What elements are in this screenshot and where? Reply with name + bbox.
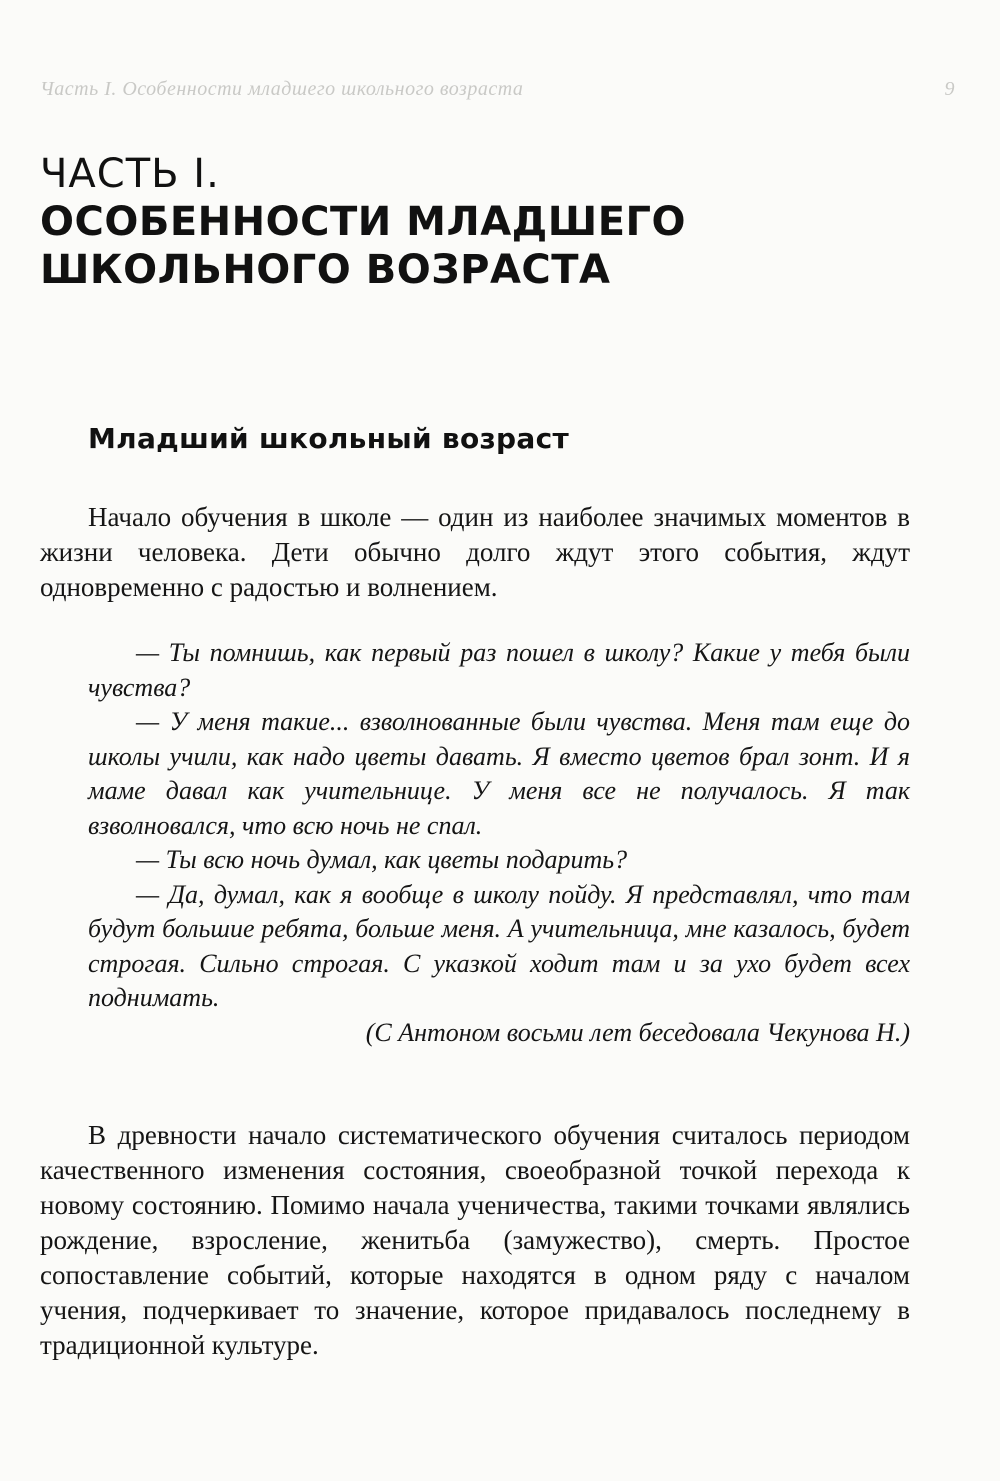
page-number: 9 — [944, 78, 955, 100]
part-title-line-1: ОСОБЕННОСТИ МЛАДШЕГО — [40, 199, 687, 245]
paragraph-history: В древности начало систематического обучения считалось периодом качественного изменения состояния, своеобразной точкой перехода к новому состоянию. Помимо начала ученичества, такими точками являлись рождение, взросление, женитьба (замужество), смерть. Простое сопоставление событий, которые находятся в одном ряду с началом учения, подчеркивает то значение, которое придавалось последнему в традиционной культуре. — [40, 1120, 910, 1360]
section-heading: Младший школьный возраст — [88, 422, 570, 455]
dialogue-line-4: — Да, думал, как я вообще в школу пойду. Я представлял, что там будут большие ребята, больше меня. А учительница, мне казалось, будет строгая. Сильно строгая. С указкой ходит там и за ухо будет всех поднимать. — [88, 879, 910, 1012]
dialogue-source: (С Антоном восьми лет беседовала Чекунова Н.) — [365, 1017, 910, 1047]
dialogue-quote — [88, 636, 910, 1050]
running-header-title: Часть I. Особенности младшего школьного возраста — [40, 78, 524, 100]
paragraph-intro: Начало обучения в школе — один из наиболее значимых моментов в жизни человека. Дети обычно долго ждут этого события, ждут одновременно с радостью и волнением. — [40, 502, 910, 602]
part-heading — [40, 150, 740, 294]
dialogue-line-1: — Ты помнишь, как первый раз пошел в школу? Какие у тебя были чувства? — [88, 638, 910, 702]
part-label: ЧАСТЬ I. — [40, 151, 220, 197]
part-title-line-2: ШКОЛЬНОГО ВОЗРАСТА — [40, 247, 611, 293]
dialogue-line-2: — У меня такие... взволнованные были чувства. Меня там еще до школы учили, как надо цветы давать. Я вместо цветов брал зонт. И я маме давал как учительнице. У меня все не получалось. Я так взволновался, что всю ночь не спал. — [88, 707, 910, 840]
running-header — [40, 78, 955, 101]
dialogue-line-3: — Ты всю ночь думал, как цветы подарить? — [136, 845, 628, 874]
